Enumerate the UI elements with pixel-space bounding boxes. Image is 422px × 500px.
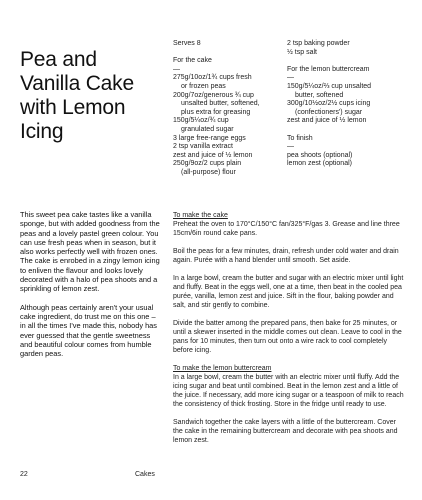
method-step: Sandwich together the cake layers with a little of the buttercream. Cover the cake in the remaining buttercream and decorate with pea shoots and lemon zest. (173, 419, 398, 444)
ingredient-line: 250g/9oz/2 cups plain (173, 160, 242, 168)
section-name: Cakes (135, 471, 155, 478)
ingredient-line: (confectioners') sugar (295, 108, 363, 116)
ingredient-line: 275g/10oz/1¾ cups fresh (173, 74, 252, 82)
spacer (173, 49, 291, 58)
ingredient-line: 150g/5¼oz/⅔ cup unsalted (287, 82, 372, 90)
ingredient-line: zest and juice of ½ lemon (287, 117, 367, 125)
ingredient-line: 2 tsp vanilla extract (173, 143, 233, 151)
ingredient-line: plus extra for greasing (181, 108, 251, 116)
ingredient-line: — (173, 65, 180, 73)
ingredient-line: 150g/5¼oz/¾ cup (173, 117, 229, 125)
ingredient-line: butter, softened (295, 91, 344, 99)
ingredient-line: 200g/7oz/generous ¾ cup (173, 91, 254, 99)
intro-paragraph: This sweet pea cake tastes like a vanilla sponge, but with added goodness from the peas and a lovely pastel green colour. You can use fresh peas when in season, but it also works perfectly well with frozen ones. The cake is enrobed in a zingy lemon icing to enliven the flavour and looks lovely decorated with a halo of pea shoots and a sprinkling of lemon zest. (20, 210, 160, 294)
method-step: Preheat the oven to 170°C/150°C fan/325°F/gas 3. Grease and line three 15cm/6in round cake pans. (173, 221, 400, 237)
ingredient-line: — (287, 74, 294, 82)
ingredient-line: zest and juice of ½ lemon (173, 151, 253, 159)
ingredients-column-1 (173, 40, 291, 178)
ingredient-line: (all-purpose) flour (181, 168, 236, 176)
method-step: Boil the peas for a few minutes, drain, refresh under cold water and drain again. Purée with a hand blender until smooth. Set aside. (173, 248, 399, 264)
ingredient-line: ½ tsp salt (287, 48, 317, 56)
ingredient-line: — (287, 143, 294, 151)
ingredient-line: pea shoots (optional) (287, 151, 353, 159)
spacer (287, 126, 405, 135)
ingredient-line: unsalted butter, softened, (181, 100, 260, 108)
method-step: In a large bowl, cream the butter and sugar with an electric mixer until light and fluffy. Beat in the eggs well, one at a time, then beat in the cooled pea purée, vanilla, lemon zest and juice. Sift in the flour, baking powder and salt, and stir gently to combine. (173, 275, 404, 309)
page-footer (20, 471, 155, 480)
intro-text (20, 210, 160, 367)
page-number: 22 (20, 471, 28, 478)
ingredient-line: or frozen peas (181, 82, 226, 90)
ingredient-line: granulated sugar (181, 125, 234, 133)
method-step: Divide the batter among the prepared pans, then bake for 25 minutes, or until a skewer inserted in the middle comes out clean. Leave to cool in the pans for 10 minutes, then turn out onto a wire rack to cool completely before icing. (173, 320, 402, 354)
ingredient-line: To finish (287, 134, 313, 142)
ingredient-line: For the lemon buttercream (287, 65, 370, 73)
ingredient-line: Serves 8 (173, 40, 201, 47)
cake-heading: To make the cake (173, 212, 228, 219)
ingredient-line: 3 large free-range eggs (173, 134, 246, 142)
method (173, 211, 407, 454)
ingredient-line: 300g/10½oz/2½ cups icing (287, 100, 371, 108)
spacer (287, 57, 405, 66)
method-step: In a large bowl, cream the butter with an electric mixer until fluffy. Add the icing sugar and beat until combined. Beat in the lemon zest and a little of the juice. If necessary, add more icing sugar or a teaspoon of milk to reach the consistency of thick frosting. Store in the fridge until ready to use. (173, 374, 404, 408)
ingredient-line: For the cake (173, 57, 212, 65)
ingredient-line: lemon zest (optional) (287, 160, 352, 168)
ingredients-column-2 (287, 40, 405, 169)
buttercream-heading: To make the lemon buttercream (173, 365, 272, 372)
ingredient-line: 2 tsp baking powder (287, 40, 350, 47)
intro-paragraph: Although peas certainly aren't your usual cake ingredient, do trust me on this one – in all the times I've made this, nobody has ever guessed that the gentle sweetness and beautiful colour comes from humble garden peas. (20, 302, 157, 359)
recipe-title: Pea and Vanilla Cake with Lemon Icing (20, 48, 134, 144)
